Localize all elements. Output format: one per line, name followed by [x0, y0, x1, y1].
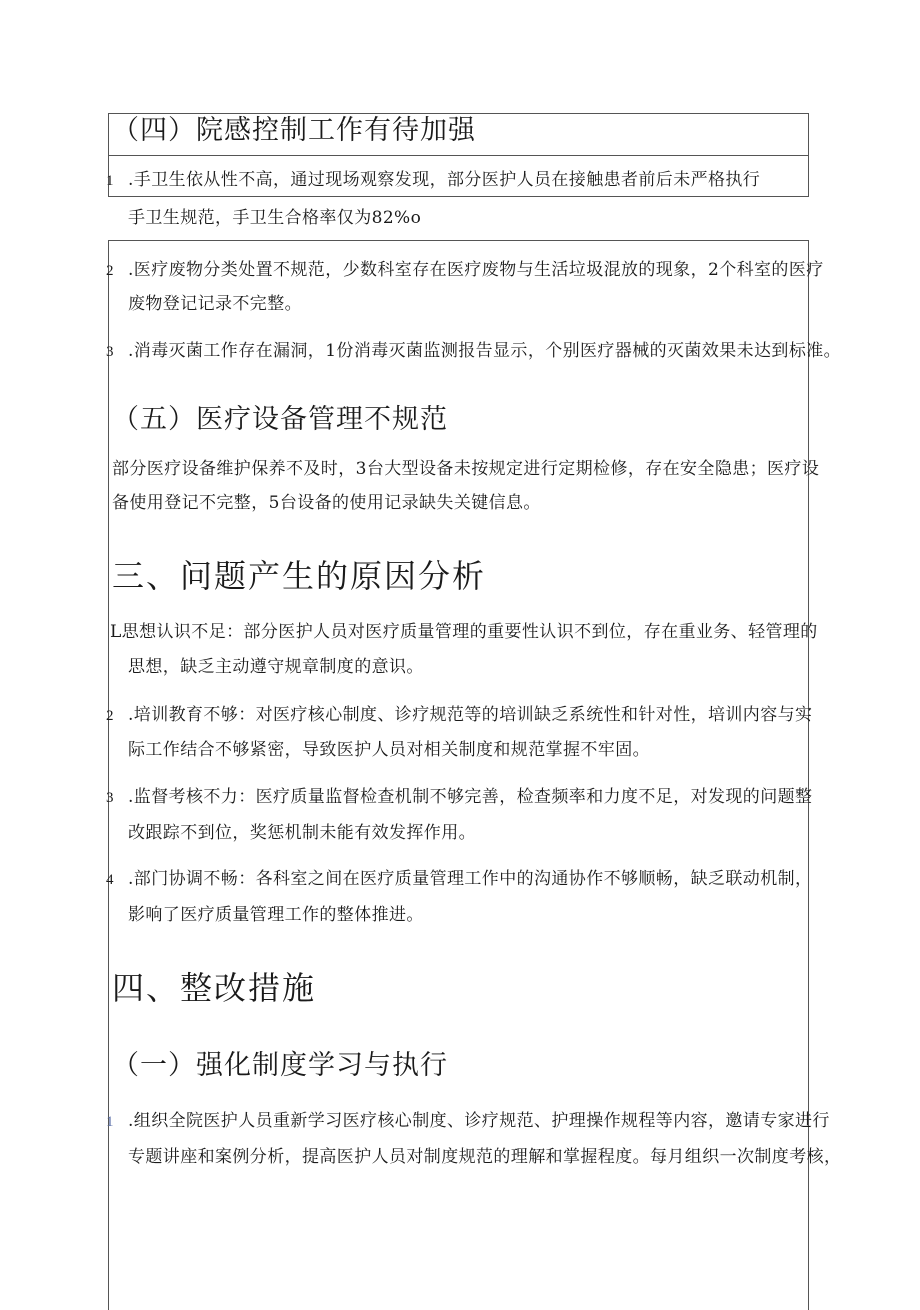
paragraph-line: 影响了医疗质量管理工作的整体推进。 — [128, 905, 424, 925]
paragraph-line: .手卫生依从性不高，通过现场观察发现，部分医护人员在接触患者前后未严格执行 — [128, 170, 761, 190]
paragraph-line: 专题讲座和案例分析，提高医护人员对制度规范的理解和掌握程度。每月组织一次制度考核， — [128, 1147, 842, 1167]
paragraph-line: .部门协调不畅：各科室之间在医疗质量管理工作中的沟通协作不够顺畅，缺乏联动机制， — [128, 869, 813, 889]
item-number: 4 — [106, 872, 114, 888]
paragraph-line: L思想认识不足：部分医护人员对医疗质量管理的重要性认识不到位，存在重业务、轻管理的 — [110, 622, 818, 642]
item-number: 2 — [106, 263, 114, 279]
paragraph-line: 部分医疗设备维护保养不及时，3台大型设备未按规定进行定期检修，存在安全隐患；医疗设 — [112, 459, 820, 479]
chapter-heading-3: 三、问题产生的原因分析 — [112, 557, 487, 595]
table-divider-top — [108, 155, 809, 156]
item-number: 3 — [106, 790, 114, 806]
paragraph-line: 备使用登记不完整，5台设备的使用记录缺失关键信息。 — [112, 493, 541, 513]
paragraph-line: 际工作结合不够紧密，导致医护人员对相关制度和规范掌握不牢固。 — [128, 740, 650, 760]
paragraph-line: 废物登记记录不完整。 — [128, 294, 302, 314]
item-number: 1 — [106, 173, 114, 189]
subsection-heading-1: （一）强化制度学习与执行 — [112, 1050, 448, 1081]
paragraph-line: .医疗废物分类处置不规范，少数科室存在医疗废物与生活垃圾混放的现象，2个科室的医疗 — [128, 260, 824, 280]
chapter-heading-4: 四、整改措施 — [112, 969, 317, 1007]
paragraph-line: .培训教育不够：对医疗核心制度、诊疗规范等的培训缺乏系统性和针对性，培训内容与实 — [128, 705, 813, 725]
item-number: 2 — [106, 708, 114, 724]
section-heading-5: （五）医疗设备管理不规范 — [112, 404, 448, 435]
paragraph-line: .监督考核不力：医疗质量监督检查机制不够完善，检查频率和力度不足，对发现的问题整 — [128, 787, 813, 807]
item-number: 3 — [106, 344, 114, 360]
paragraph-line: 改跟踪不到位，奖惩机制未能有效发挥作用。 — [128, 823, 476, 843]
item-number: 1 — [106, 1114, 114, 1130]
paragraph-line: .组织全院医护人员重新学习医疗核心制度、诊疗规范、护理操作规程等内容，邀请专家进行 — [128, 1111, 830, 1131]
paragraph-line: 手卫生规范，手卫生合格率仅为82%o — [128, 208, 422, 228]
paragraph-line: .消毒灭菌工作存在漏洞，1份消毒灭菌监测报告显示，个别医疗器械的灭菌效果未达到标准。 — [128, 341, 842, 361]
paragraph-line: 思想，缺乏主动遵守规章制度的意识。 — [128, 657, 424, 677]
section-heading-4: （四）院感控制工作有待加强 — [112, 115, 476, 146]
